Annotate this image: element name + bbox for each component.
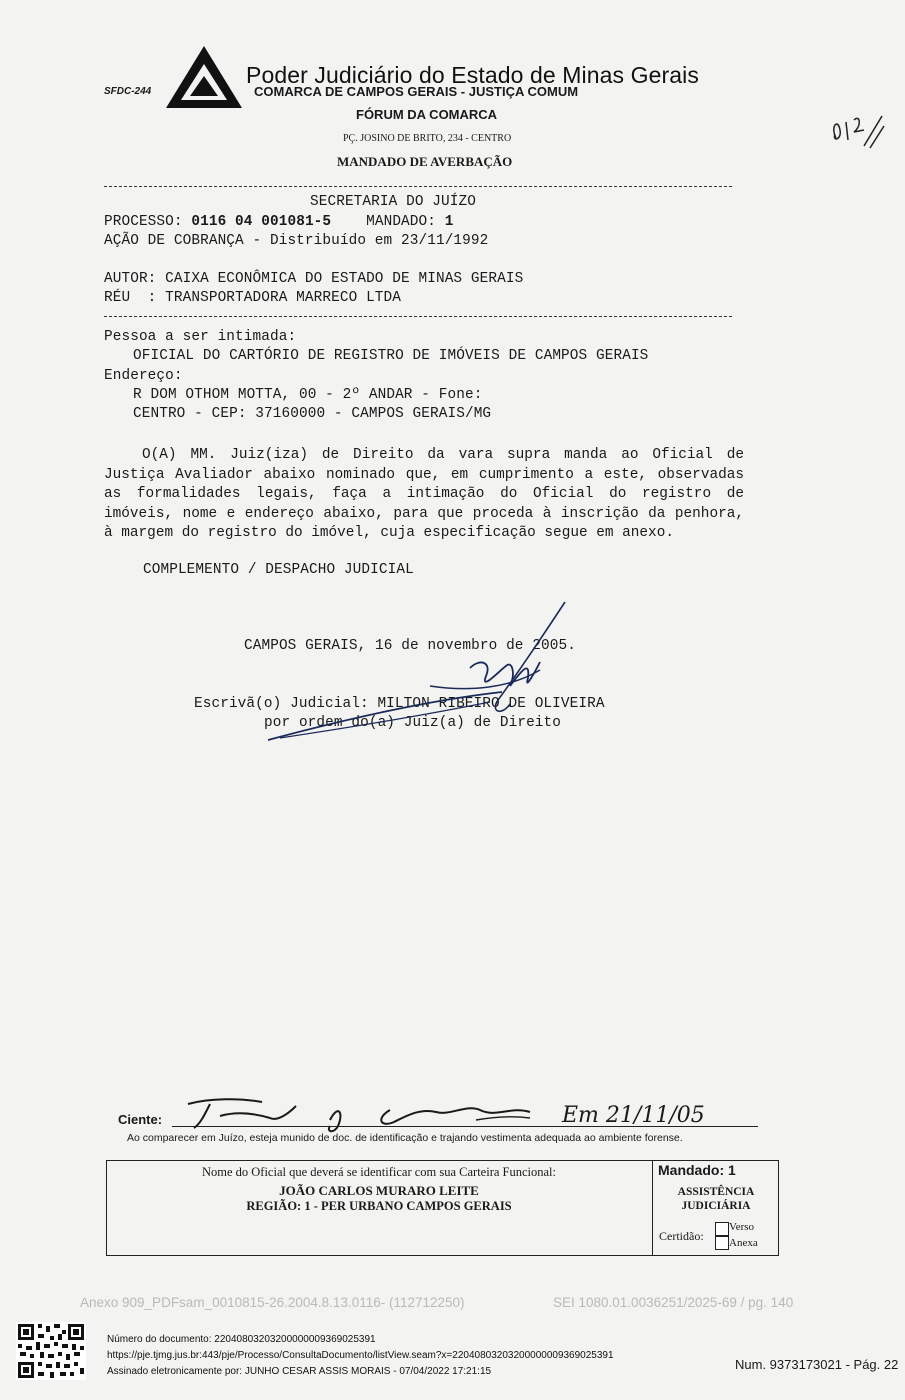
mandado-body-paragraph bbox=[104, 446, 744, 544]
secretaria-heading: SECRETARIA DO JUÍZO bbox=[310, 194, 476, 210]
divider-middle bbox=[104, 316, 732, 317]
officer-caption: Nome do Oficial que deverá se identificar com sua Carteira Funcional: bbox=[201, 1165, 557, 1179]
certidao-label: Certidão: bbox=[659, 1229, 704, 1243]
ciente-label: Ciente: bbox=[118, 1112, 163, 1127]
sei-stamp: SEI 1080.01.0036251/2025-69 / pg. 140 bbox=[553, 1295, 794, 1310]
officer-region: REGIÃO: 1 - PER URBANO CAMPOS GERAIS bbox=[246, 1199, 512, 1213]
forum-line: FÓRUM DA COMARCA bbox=[356, 107, 498, 122]
svg-text:Em 21/11/05: Em 21/11/05 bbox=[562, 1103, 705, 1128]
acao-line: AÇÃO DE COBRANÇA - Distribuído em 23/11/1992 bbox=[104, 233, 489, 249]
court-triangle-logo-icon bbox=[164, 44, 244, 110]
escrivao-line: Escrivã(o) Judicial: MILTON RIBEIRO DE OLIVEIRA bbox=[194, 696, 605, 712]
endereco-label: Endereço: bbox=[104, 368, 183, 384]
autor-line: AUTOR: CAIXA ECONÔMICA DO ESTADO DE MINAS GERAIS bbox=[104, 271, 524, 287]
corner-handwriting bbox=[826, 96, 886, 156]
processo-line bbox=[104, 214, 454, 230]
ciente-signature bbox=[180, 1090, 780, 1135]
por-ordem-line: por ordem do(a) Juiz(a) de Direito bbox=[264, 715, 562, 731]
svg-text:612: 612 bbox=[826, 96, 828, 97]
date-line: CAMPOS GERAIS, 16 de novembro de 2005. bbox=[244, 638, 576, 654]
form-code: SFDC-244 bbox=[104, 86, 152, 97]
body-text: O(A) MM. Juiz(iza) de Direito da vara supra manda ao Oficial de Justiça Avaliador abaixo nominado que, em cumprimento a este, observadas as formalidades legais, faça a intimação do Oficial do registro de imóveis, nome e endereço abaixo, para que proceda à inscrição da penhora, à margem do registro do imóvel, cuja especificação segue em anexo. bbox=[104, 447, 744, 542]
processo-number: 0116 04 001081-5 bbox=[191, 214, 332, 230]
court-address: PÇ. JOSINO DE BRITO, 234 - CENTRO bbox=[343, 133, 512, 144]
assistencia-line-2: JUDICIÁRIA bbox=[681, 1200, 751, 1212]
intimada-name: OFICIAL DO CARTÓRIO DE REGISTRO DE IMÓVEIS DE CAMPOS GERAIS bbox=[133, 348, 649, 364]
footer-page-number: Num. 9373173021 - Pág. 22 bbox=[735, 1357, 899, 1372]
verso-checkbox[interactable] bbox=[715, 1222, 729, 1236]
processo-label: PROCESSO: bbox=[104, 214, 183, 230]
identification-warning: Ao comparecer em Juízo, esteja munido de doc. de identificação e trajando vestimenta adequada ao ambiente forense. bbox=[127, 1132, 683, 1144]
judicial-signature bbox=[240, 600, 580, 760]
assistencia-judiciaria bbox=[653, 1185, 779, 1213]
qr-code-icon bbox=[16, 1322, 86, 1380]
mandado-info-right bbox=[652, 1161, 779, 1255]
mandado-box-number: Mandado: 1 bbox=[658, 1162, 736, 1178]
footer-url[interactable]: https://pje.tjmg.jus.br:443/pje/Processo/ConsultaDocumento/listView.seam?x=22040803203200000009369025391 bbox=[107, 1350, 614, 1361]
officer-name: JOÃO CARLOS MURARO LEITE bbox=[279, 1183, 479, 1198]
mandado-label: MANDADO: bbox=[366, 214, 436, 230]
anexa-checkbox[interactable] bbox=[715, 1236, 729, 1250]
verso-label: Verso bbox=[729, 1221, 755, 1233]
intimada-label: Pessoa a ser intimada: bbox=[104, 329, 297, 345]
complemento-line: COMPLEMENTO / DESPACHO JUDICIAL bbox=[143, 562, 414, 578]
officer-info-left bbox=[107, 1161, 651, 1255]
org-title: Poder Judiciário do Estado de Minas Gerais bbox=[246, 62, 699, 88]
document-type-title: MANDADO DE AVERBAÇÃO bbox=[337, 154, 513, 169]
anexo-stamp: Anexo 909_PDFsam_0010815-26.2004.8.13.0116- (112712250) bbox=[80, 1295, 465, 1310]
footer-signed-by: Assinado eletronicamente por: JUNHO CESAR ASSIS MORAIS - 07/04/2022 17:21:15 bbox=[107, 1366, 492, 1377]
footer-doc-number: Número do documento: 22040803203200000009369025391 bbox=[107, 1334, 376, 1345]
comarca-line: COMARCA DE CAMPOS GERAIS - JUSTIÇA COMUM bbox=[254, 84, 579, 99]
endereco-line1: R DOM OTHOM MOTTA, 00 - 2º ANDAR - Fone: bbox=[133, 387, 483, 403]
assistencia-line-1: ASSISTÊNCIA bbox=[677, 1186, 755, 1198]
endereco-line2: CENTRO - CEP: 37160000 - CAMPOS GERAIS/MG bbox=[133, 406, 492, 422]
anexa-label: Anexa bbox=[729, 1237, 758, 1249]
mandado-number: 1 bbox=[444, 214, 454, 230]
officer-info-box bbox=[106, 1160, 779, 1256]
reu-line: RÉU : TRANSPORTADORA MARRECO LTDA bbox=[104, 290, 402, 306]
divider-top bbox=[104, 186, 732, 187]
